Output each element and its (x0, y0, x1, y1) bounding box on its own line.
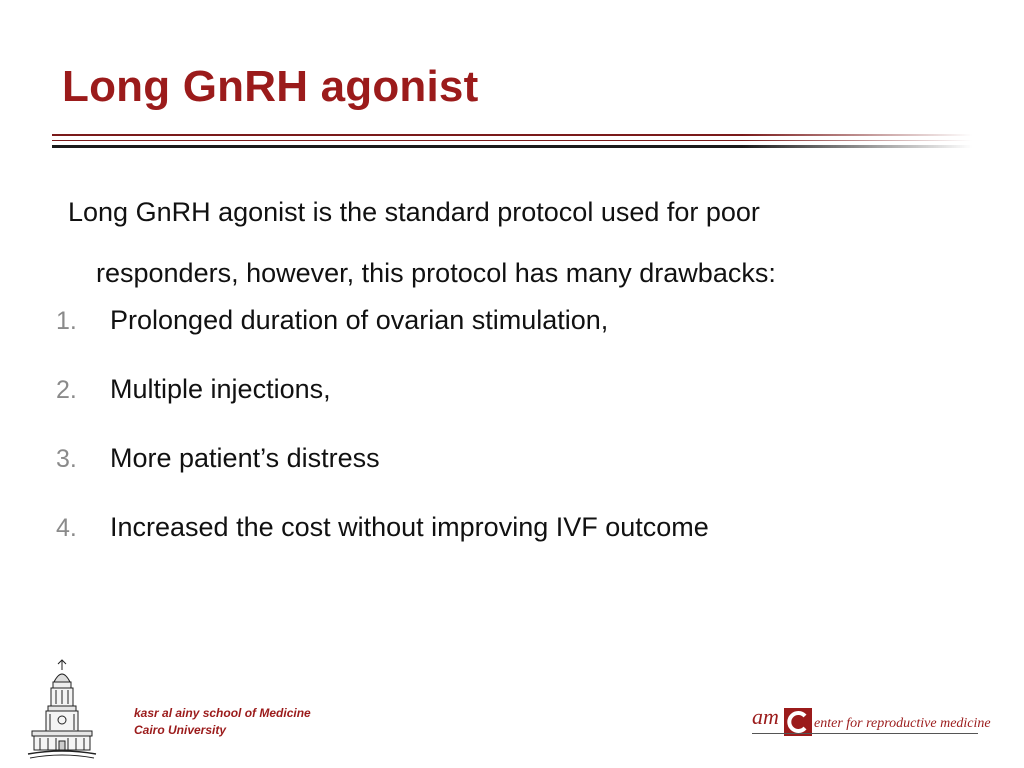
amc-c-mark-icon (784, 708, 812, 736)
list-number: 1. (56, 307, 77, 335)
intro-paragraph (68, 180, 968, 305)
list-number: 3. (56, 445, 77, 473)
title-divider-bottom (52, 145, 972, 148)
list-item (56, 443, 709, 512)
list-item (56, 512, 709, 581)
institution-name: kasr al ainy school of Medicine (134, 706, 311, 720)
amc-logo-am: am (752, 704, 779, 729)
title-divider-middle (52, 140, 972, 141)
list-item (56, 305, 709, 374)
intro-line-2: responders, however, this protocol has many drawbacks: (96, 258, 776, 288)
amc-logo-text: enter for reproductive medicine (814, 716, 991, 731)
amc-logo-underline (752, 733, 978, 734)
list-item (56, 374, 709, 443)
list-text: More patient’s distress (110, 443, 380, 473)
amc-logo (748, 702, 991, 746)
slide-title: Long GnRH agonist (62, 62, 479, 111)
list-text: Multiple injections, (110, 374, 331, 404)
list-text: Prolonged duration of ovarian stimulation, (110, 305, 609, 335)
drawbacks-list (56, 305, 709, 581)
university-building-logo (26, 658, 98, 760)
title-divider-top (52, 134, 972, 136)
university-name: Cairo University (134, 723, 227, 737)
intro-line-1: Long GnRH agonist is the standard protocol used for poor (68, 197, 760, 227)
list-text: Increased the cost without improving IVF outcome (110, 512, 709, 542)
list-number: 2. (56, 376, 77, 404)
list-number: 4. (56, 514, 77, 542)
institution-caption (134, 705, 311, 739)
